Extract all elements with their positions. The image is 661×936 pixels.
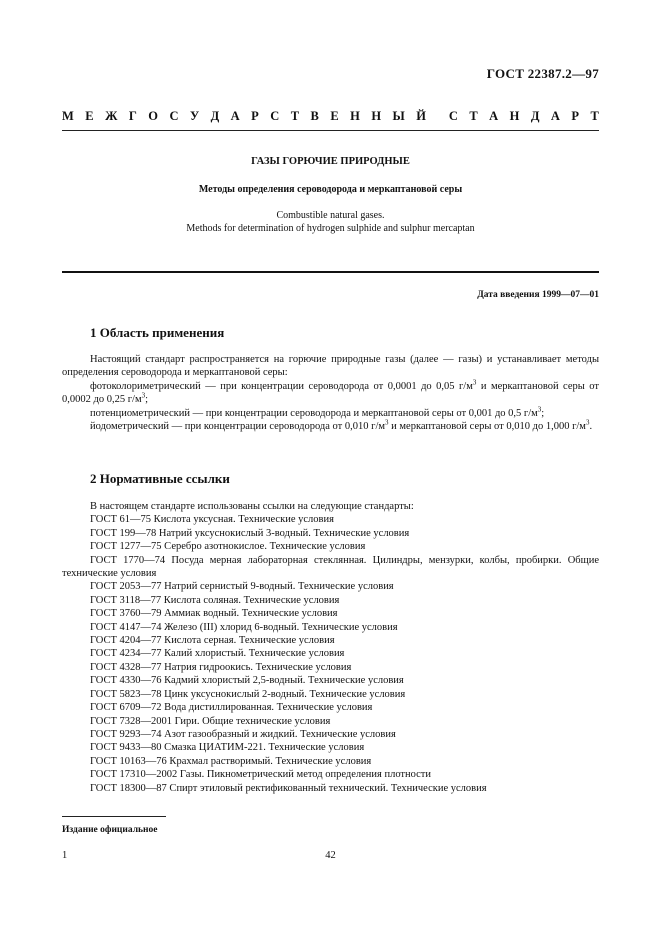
section-2-heading: 2 Нормативные ссылки (90, 471, 230, 486)
document-title-english (0, 209, 661, 235)
reference-item: ГОСТ 1277—75 Серебро азотнокислое. Технические условия (90, 541, 366, 553)
reference-item: ГОСТ 4328—77 Натрия гидроокись. Технические условия (90, 661, 352, 673)
reference-item: ГОСТ 10163—76 Крахмал растворимый. Технические условия (90, 755, 372, 767)
reference-item: ГОСТ 61—75 Кислота уксусная. Технические условия (90, 514, 334, 526)
banner-letter: Ж (105, 109, 118, 123)
banner-letter: Т (469, 109, 478, 123)
reference-item: ГОСТ 2053—77 Натрий сернистый 9-водный. Технические условия (90, 581, 394, 593)
banner-letter: Р (251, 109, 259, 123)
banner-letter: С (270, 109, 280, 123)
banner-letter: Е (85, 109, 94, 123)
banner-letter: Р (571, 109, 580, 123)
banner-letter: Н (350, 109, 360, 123)
footer-divider (62, 816, 166, 817)
banner-letter: А (489, 109, 499, 123)
banner-letter: У (189, 109, 200, 123)
section-2-intro: В настоящем стандарте использованы ссылки на следующие стандарты: (90, 501, 414, 512)
reference-item: ГОСТ 3118—77 Кислота соляная. Технические условия (90, 594, 340, 606)
banner-letter: М (62, 109, 74, 123)
method-iodometric: йодометрический — при концентрации сероводорода от 0,010 $г/м^3$ и меркаптановой серы от 0,010 до 1,000 $г/м^3$. (90, 418, 593, 433)
reference-item: ГОСТ 4234—77 Калий хлористый. Технические условия (90, 648, 345, 660)
effective-date: Дата введения 1999—07—01 (477, 290, 599, 300)
banner-letter: Ы (392, 109, 405, 123)
standard-number: ГОСТ 22387.2—97 (486, 66, 599, 81)
reference-item: ГОСТ 4330—76 Кадмий хлористый 2,5-водный. Технические условия (90, 675, 404, 687)
banner-letter: Д (210, 109, 220, 123)
header-divider (62, 130, 599, 131)
reference-item: ГОСТ 9433—80 Смазка ЦИАТИМ-221. Технические условия (90, 742, 365, 754)
reference-item: ГОСТ 199—78 Натрий уксуснокислый 3-водный. Технические условия (90, 527, 410, 539)
section-1-intro: Настоящий стандарт распространяется на горючие природные газы (далее — газы) и устанавливает методы определения сероводорода и меркаптановой серы: (62, 354, 599, 379)
banner-letter: А (550, 109, 560, 123)
edition-note: Издание официальное (62, 825, 158, 835)
banner-letter: Г (128, 109, 137, 123)
banner-letter: А (230, 109, 240, 123)
category-banner (62, 109, 599, 124)
banner-letter: Н (509, 109, 520, 123)
english-title-line-2: Methods for determination of hydrogen sulphide and sulphur mercaptan (186, 223, 475, 234)
english-title-line-1: Combustible natural gases. (276, 210, 385, 221)
banner-letter: О (148, 109, 159, 123)
banner-letter: В (310, 109, 319, 123)
reference-item: ГОСТ 1770—74 Посуда мерная лабораторная стеклянная. Цилиндры, мензурки, колбы, пробирки. Общие технические условия (62, 554, 599, 580)
page-number-left: 1 (62, 850, 68, 861)
page-number-center: 42 (325, 850, 336, 861)
banner-letter: Т (290, 109, 300, 123)
reference-item: ГОСТ 7328—2001 Гири. Общие технические условия (90, 715, 331, 727)
reference-item: ГОСТ 5823—78 Цинк уксуснокислый 2-водный. Технические условия (90, 688, 406, 700)
reference-item: ГОСТ 3760—79 Аммиак водный. Технические условия (90, 608, 338, 620)
document-title: ГАЗЫ ГОРЮЧИЕ ПРИРОДНЫЕ (251, 156, 410, 167)
section-1-body (62, 353, 599, 433)
reference-item: ГОСТ 18300—87 Спирт этиловый ректификованный технический. Технические условия (90, 782, 487, 794)
section-1-heading: 1 Область применения (90, 325, 225, 340)
reference-item: ГОСТ 17310—2002 Газы. Пикнометрический метод определения плотности (90, 769, 432, 781)
banner-letter: Д (530, 109, 540, 123)
banner-letter: Н (371, 109, 382, 123)
reference-item: ГОСТ 4204—77 Кислота серная. Технические условия (90, 635, 335, 647)
reference-item: ГОСТ 4147—74 Железо (III) хлорид 6-водный. Технические условия (90, 621, 398, 633)
reference-item: ГОСТ 6709—72 Вода дистиллированная. Технические условия (90, 702, 373, 714)
banner-letter: Й (416, 109, 426, 123)
banner-letter: Е (330, 109, 339, 123)
banner-letter: С (448, 109, 458, 123)
method-photocolorimetric: фотоколориметрический — при концентрации сероводорода от 0,0001 до 0,05 $г/м^3$ и меркаптановой серы от 0,0002 до 0,25 $г/м^3$; (62, 378, 599, 406)
method-potentiometric: потенциометрический — при концентрации сероводорода и меркаптановой серы от 0,001 до 0,5 $г/м^3$; (90, 405, 545, 419)
banner-letter: Т (590, 109, 599, 123)
section-2-body (62, 500, 599, 795)
reference-item: ГОСТ 9293—74 Азот газообразный и жидкий. Технические условия (90, 728, 396, 740)
document-subtitle: Методы определения сероводорода и меркаптановой серы (198, 184, 463, 195)
title-divider (62, 271, 599, 273)
banner-letter: С (169, 109, 179, 123)
